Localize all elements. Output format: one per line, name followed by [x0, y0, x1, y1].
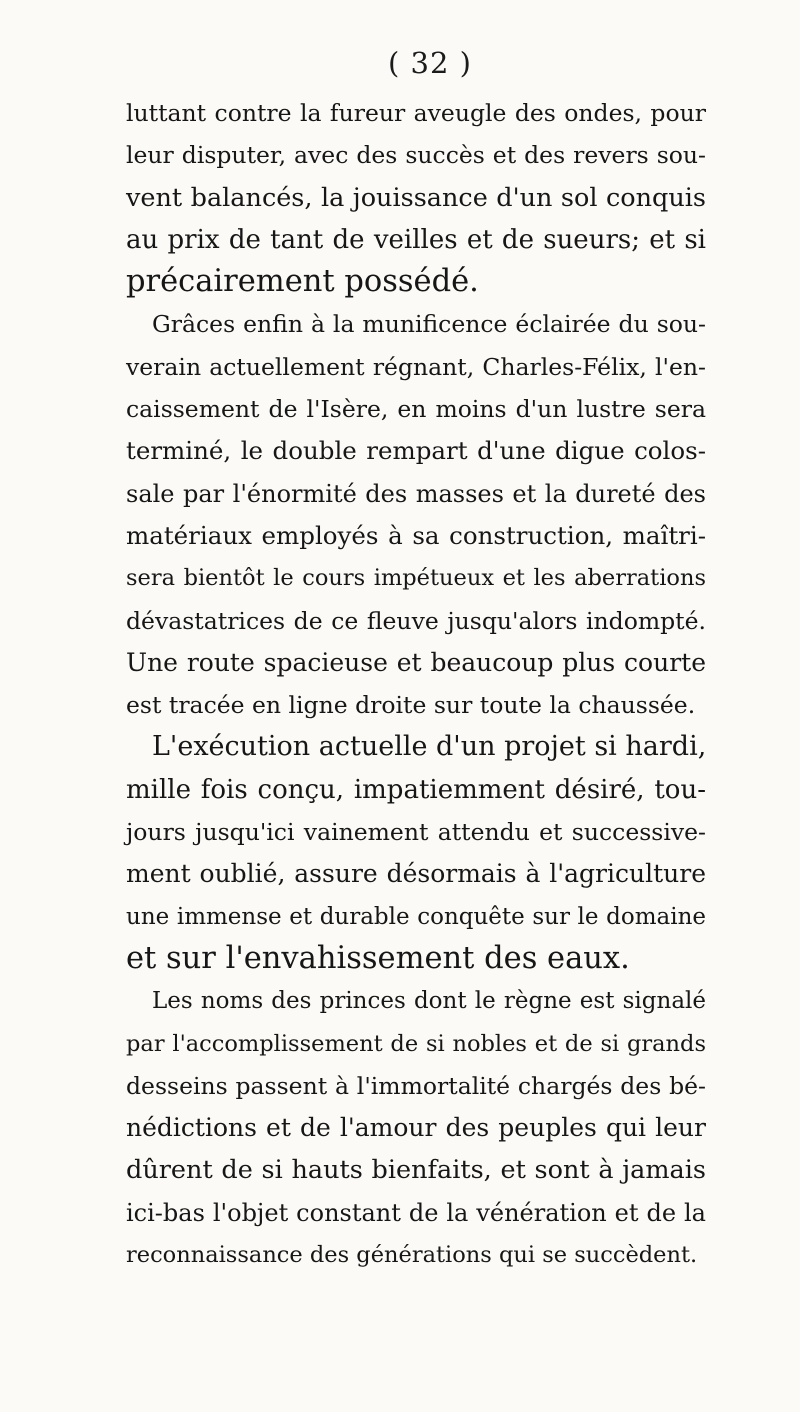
text-line: par l'accomplissement de si nobles et de si grands [126, 1030, 706, 1057]
text-line: est tracée en ligne droite sur toute la chaussée. [126, 691, 696, 720]
text-line: Grâces enfin à la munificence éclairée du sou- [152, 310, 706, 339]
text-line: sale par l'énormité des masses et la dureté des [126, 479, 706, 508]
text-line: caissement de l'Isère, en moins d'un lustre sera [126, 395, 706, 424]
text-line: L'exécution actuelle d'un projet si hardi, [152, 731, 707, 763]
text-line: une immense et durable conquête sur le domaine [126, 903, 706, 930]
text-line: matériaux employés à sa construction, maîtri- [126, 520, 706, 550]
text-line: ment oublié, assure désormais à l'agriculture [126, 859, 706, 889]
text-line: vent balancés, la jouissance d'un sol conquis [126, 182, 706, 213]
text-line: luttant contre la fureur aveugle des ondes, pour [126, 99, 706, 127]
text-line: dévastatrices de ce fleuve jusqu'alors indompté. [126, 606, 706, 635]
text-line: précairement possédé. [126, 264, 479, 300]
text-line: et sur l'envahissement des eaux. [126, 940, 630, 976]
text-line: dûrent de si hauts bienfaits, et sont à jamais [126, 1155, 706, 1186]
text-line: jours jusqu'ici vainement attendu et successive- [126, 818, 706, 847]
page-number: ( 32 ) [388, 46, 472, 80]
text-line: nédictions et de l'amour des peuples qui leur [126, 1113, 706, 1143]
text-line: verain actuellement régnant, Charles-Félix, l'en- [126, 352, 706, 381]
text-line: terminé, le double rempart d'une digue colos- [126, 436, 706, 466]
text-line: desseins passent à l'immortalité chargés des bé- [126, 1071, 706, 1100]
text-line: Les noms des princes dont le règne est signalé [152, 988, 706, 1015]
text-line: leur disputer, avec des succès et des revers sou- [126, 141, 706, 170]
body-text [126, 92, 706, 1276]
text-line: sera bientôt le cours impétueux et les aberrations [126, 565, 706, 592]
text-line: ici-bas l'objet constant de la vénération et de la [126, 1198, 706, 1227]
text-line: Une route spacieuse et beaucoup plus courte [126, 647, 706, 677]
text-line: au prix de tant de veilles et de sueurs; et si [126, 224, 706, 255]
text-line: mille fois conçu, impatiemment désiré, tou- [126, 774, 706, 805]
text-line: reconnaissance des générations qui se succèdent. [126, 1242, 698, 1269]
